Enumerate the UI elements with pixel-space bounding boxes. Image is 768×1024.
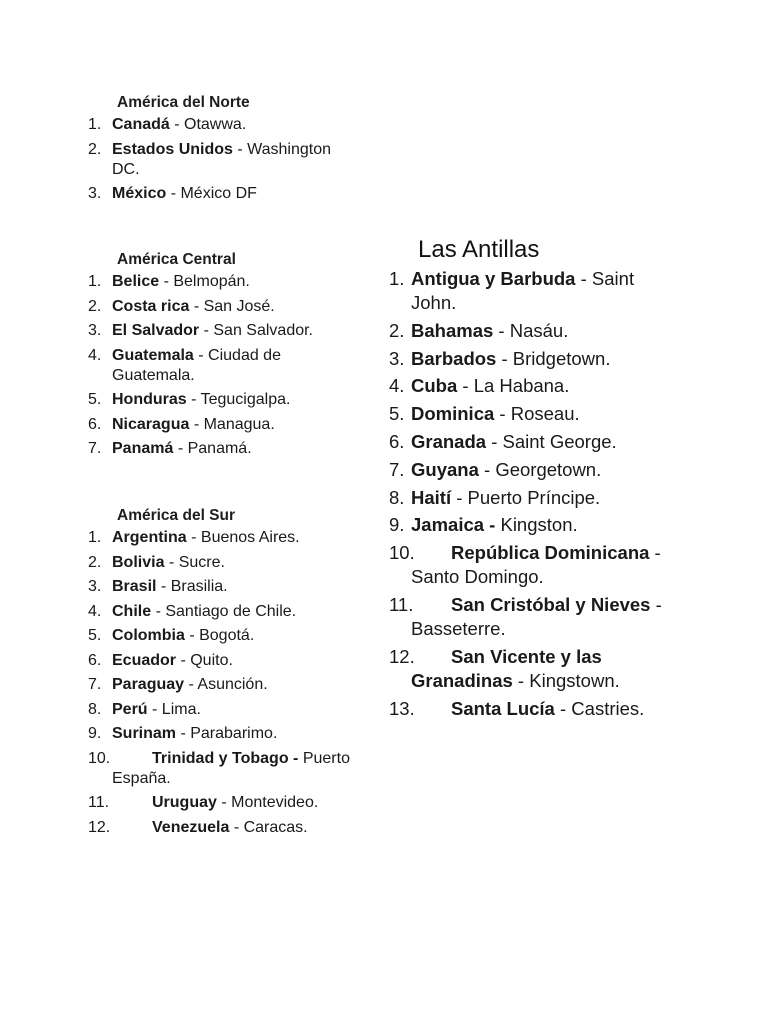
item-number: 6. xyxy=(389,430,405,452)
separator: - xyxy=(199,322,214,339)
capital-name: Parabarimo. xyxy=(190,725,278,742)
list-item xyxy=(389,593,674,641)
list-item xyxy=(88,415,353,435)
separator: - xyxy=(186,529,201,546)
item-number: 7. xyxy=(389,458,405,480)
capital-name: Santiago de Chile. xyxy=(165,602,297,620)
country-name: Guatemala xyxy=(112,346,194,364)
list-item xyxy=(88,321,353,341)
list-item xyxy=(389,458,674,482)
list-item xyxy=(389,374,674,398)
section-title-antilles: Las Antillas xyxy=(418,236,540,263)
capital-name: Quito. xyxy=(190,651,233,669)
list-item xyxy=(88,626,358,646)
country-name: Estados Unidos xyxy=(112,140,233,158)
country-name: El Salvador xyxy=(112,322,200,339)
capital-name: Saint John. xyxy=(411,268,635,313)
country-name: Trinidad y Tobago - xyxy=(152,749,299,767)
item-number: 11. xyxy=(88,794,110,811)
capital-name: Kingstown. xyxy=(529,669,620,691)
item-number: 7. xyxy=(88,440,102,457)
separator: - xyxy=(184,627,200,644)
separator: - xyxy=(457,375,474,397)
separator: - xyxy=(193,346,209,364)
country-name: Dominica xyxy=(411,403,495,425)
item-number: 5. xyxy=(88,627,102,644)
separator: - xyxy=(156,578,171,595)
country-name: Barbados xyxy=(411,347,497,369)
item-number: 1. xyxy=(88,116,102,133)
country-name: Perú xyxy=(112,700,148,718)
separator: - xyxy=(176,651,191,669)
capital-name: Basseterre. xyxy=(411,617,506,639)
item-number: 2. xyxy=(88,297,102,315)
list-item xyxy=(88,700,358,720)
list-item xyxy=(88,115,363,135)
country-name: Santa Lucía xyxy=(451,697,555,719)
list-item xyxy=(389,430,674,454)
capital-name: México DF xyxy=(180,185,257,202)
separator: - xyxy=(173,440,188,457)
country-name: Cuba xyxy=(411,375,458,397)
list-item xyxy=(88,793,358,813)
separator: - xyxy=(493,319,510,341)
capital-name: Bogotá. xyxy=(199,627,255,644)
item-number: 2. xyxy=(88,140,102,158)
separator: - xyxy=(478,458,496,480)
country-list-central xyxy=(88,272,353,459)
country-list-south xyxy=(88,528,358,838)
separator: - xyxy=(554,697,572,719)
capital-name: Buenos Aires. xyxy=(200,529,300,546)
country-name: Bolivia xyxy=(112,553,165,571)
capital-name: San José. xyxy=(203,297,275,315)
section-north xyxy=(88,93,363,209)
item-number: 3. xyxy=(88,578,102,595)
capital-name: Castries. xyxy=(571,697,645,719)
separator: - xyxy=(189,297,204,315)
list-item xyxy=(88,297,353,317)
capital-name: Georgetown. xyxy=(495,458,602,480)
capital-name: Sucre. xyxy=(178,553,225,571)
item-number: 4. xyxy=(389,375,405,397)
separator: - xyxy=(164,553,179,571)
separator: - xyxy=(649,542,661,564)
country-name: Canadá xyxy=(112,116,170,133)
separator: - xyxy=(189,415,204,433)
list-item xyxy=(389,513,674,537)
separator: - xyxy=(159,273,174,290)
item-number: 8. xyxy=(88,700,102,718)
list-item xyxy=(88,749,358,789)
list-item xyxy=(88,528,358,548)
country-name: Nicaragua xyxy=(112,415,190,433)
list-item xyxy=(88,553,358,573)
section-antilles xyxy=(389,236,674,724)
capital-name: Belmopán. xyxy=(173,273,250,290)
capital-name: Lima. xyxy=(161,700,201,718)
section-title-south: América del Sur xyxy=(117,507,236,524)
item-number: 3. xyxy=(389,347,405,369)
country-name: Chile xyxy=(112,602,152,620)
item-number: 6. xyxy=(88,651,102,669)
country-name: Guyana xyxy=(411,458,479,480)
list-item xyxy=(389,645,674,693)
capital-name: Roseau. xyxy=(510,403,580,425)
capital-name: Caracas. xyxy=(243,818,308,836)
list-item xyxy=(389,697,674,721)
country-name: Granada xyxy=(411,430,487,452)
separator: - xyxy=(216,794,232,811)
capital-name: Washington DC. xyxy=(112,140,332,178)
country-name: Ecuador xyxy=(112,651,177,669)
capital-name: Asunción. xyxy=(197,676,268,693)
item-number: 12. xyxy=(88,818,111,836)
list-item xyxy=(389,486,674,510)
list-item xyxy=(88,390,353,410)
item-number: 5. xyxy=(389,403,405,425)
separator: - xyxy=(494,403,511,425)
list-item xyxy=(88,724,358,744)
section-south xyxy=(88,506,358,842)
list-item xyxy=(88,602,358,622)
country-name: México xyxy=(112,185,167,202)
separator: - xyxy=(166,185,181,202)
list-item xyxy=(389,319,674,343)
capital-name: Puerto Príncipe. xyxy=(467,486,601,508)
country-name: Panamá xyxy=(112,440,174,457)
capital-name: Managua. xyxy=(203,415,275,433)
section-title-north: América del Norte xyxy=(117,94,250,111)
item-number: 8. xyxy=(389,486,405,508)
list-item xyxy=(88,651,358,671)
country-name: República Dominicana xyxy=(451,542,650,564)
country-name: San Vicente y las Granadinas xyxy=(411,645,602,691)
item-number: 1. xyxy=(88,529,102,546)
item-number: 4. xyxy=(88,602,102,620)
country-name: Antigua y Barbuda xyxy=(411,268,576,289)
country-name: Haití xyxy=(411,486,452,508)
item-number: 13. xyxy=(389,697,415,719)
capital-name: Bridgetown. xyxy=(512,347,611,369)
capital-name: Tegucigalpa. xyxy=(200,391,291,408)
separator: - xyxy=(650,593,662,615)
item-number: 10. xyxy=(389,542,415,564)
country-name: Paraguay xyxy=(112,676,185,693)
separator: - xyxy=(184,676,198,693)
capital-name: Nasáu. xyxy=(509,319,569,341)
list-item xyxy=(88,184,363,204)
item-number: 5. xyxy=(88,391,102,408)
item-number: 10. xyxy=(88,749,111,767)
list-item xyxy=(389,402,674,426)
capital-name: Santo Domingo. xyxy=(411,566,544,588)
item-number: 2. xyxy=(88,553,102,571)
item-number: 7. xyxy=(88,676,102,693)
item-number: 2. xyxy=(389,319,405,341)
country-name: Bahamas xyxy=(411,319,494,341)
item-number: 9. xyxy=(88,725,102,742)
list-item xyxy=(88,140,363,180)
capital-name: Panamá. xyxy=(187,440,252,457)
capital-name: San Salvador. xyxy=(213,322,313,339)
list-item xyxy=(88,818,358,838)
item-number: 9. xyxy=(389,514,405,536)
separator: - xyxy=(176,725,191,742)
country-name: Brasil xyxy=(112,578,157,595)
separator: - xyxy=(486,430,503,452)
country-name: Costa rica xyxy=(112,297,190,315)
separator: - xyxy=(496,347,513,369)
list-item xyxy=(88,346,353,386)
capital-name: Ciudad de Guatemala. xyxy=(112,346,281,384)
capital-name: Brasilia. xyxy=(170,578,228,595)
separator: - xyxy=(186,391,201,408)
item-number: 6. xyxy=(88,415,102,433)
separator: - xyxy=(575,268,592,289)
country-name: Uruguay xyxy=(152,794,217,811)
separator: - xyxy=(151,602,166,620)
capital-name: Saint George. xyxy=(502,430,617,452)
country-name: Jamaica - xyxy=(411,514,496,536)
list-item xyxy=(389,347,674,371)
country-name: Argentina xyxy=(112,529,187,546)
item-number: 3. xyxy=(88,185,102,202)
capital-name: Montevideo. xyxy=(231,794,319,811)
list-item xyxy=(88,272,353,292)
item-number: 3. xyxy=(88,322,102,339)
separator: - xyxy=(169,116,185,133)
item-number: 12. xyxy=(389,645,415,667)
capital-name: La Habana. xyxy=(473,375,570,397)
country-name: Belice xyxy=(112,273,160,290)
capital-name: Puerto España. xyxy=(112,749,350,787)
separator: - xyxy=(147,700,162,718)
capital-name: Otawwa. xyxy=(184,116,247,133)
list-item xyxy=(88,439,353,459)
country-list-antilles xyxy=(389,267,674,721)
item-number: 1. xyxy=(389,268,405,289)
country-name: San Cristóbal y Nieves xyxy=(451,593,651,615)
country-name: Colombia xyxy=(112,627,185,644)
capital-name: Kingston. xyxy=(500,514,578,536)
list-item xyxy=(88,577,358,597)
list-item xyxy=(389,267,674,315)
list-item xyxy=(88,675,358,695)
section-central xyxy=(88,250,353,464)
country-name: Surinam xyxy=(112,725,177,742)
separator: - xyxy=(512,669,530,691)
item-number: 11. xyxy=(389,593,414,615)
item-number: 1. xyxy=(88,273,102,290)
item-number: 4. xyxy=(88,346,102,364)
country-list-north xyxy=(88,115,363,204)
list-item xyxy=(389,541,674,589)
separator: - xyxy=(232,140,248,158)
section-title-central: América Central xyxy=(117,251,236,268)
separator: - xyxy=(229,818,244,836)
country-name: Venezuela xyxy=(152,818,230,836)
country-name: Honduras xyxy=(112,391,187,408)
separator: - xyxy=(451,486,468,508)
